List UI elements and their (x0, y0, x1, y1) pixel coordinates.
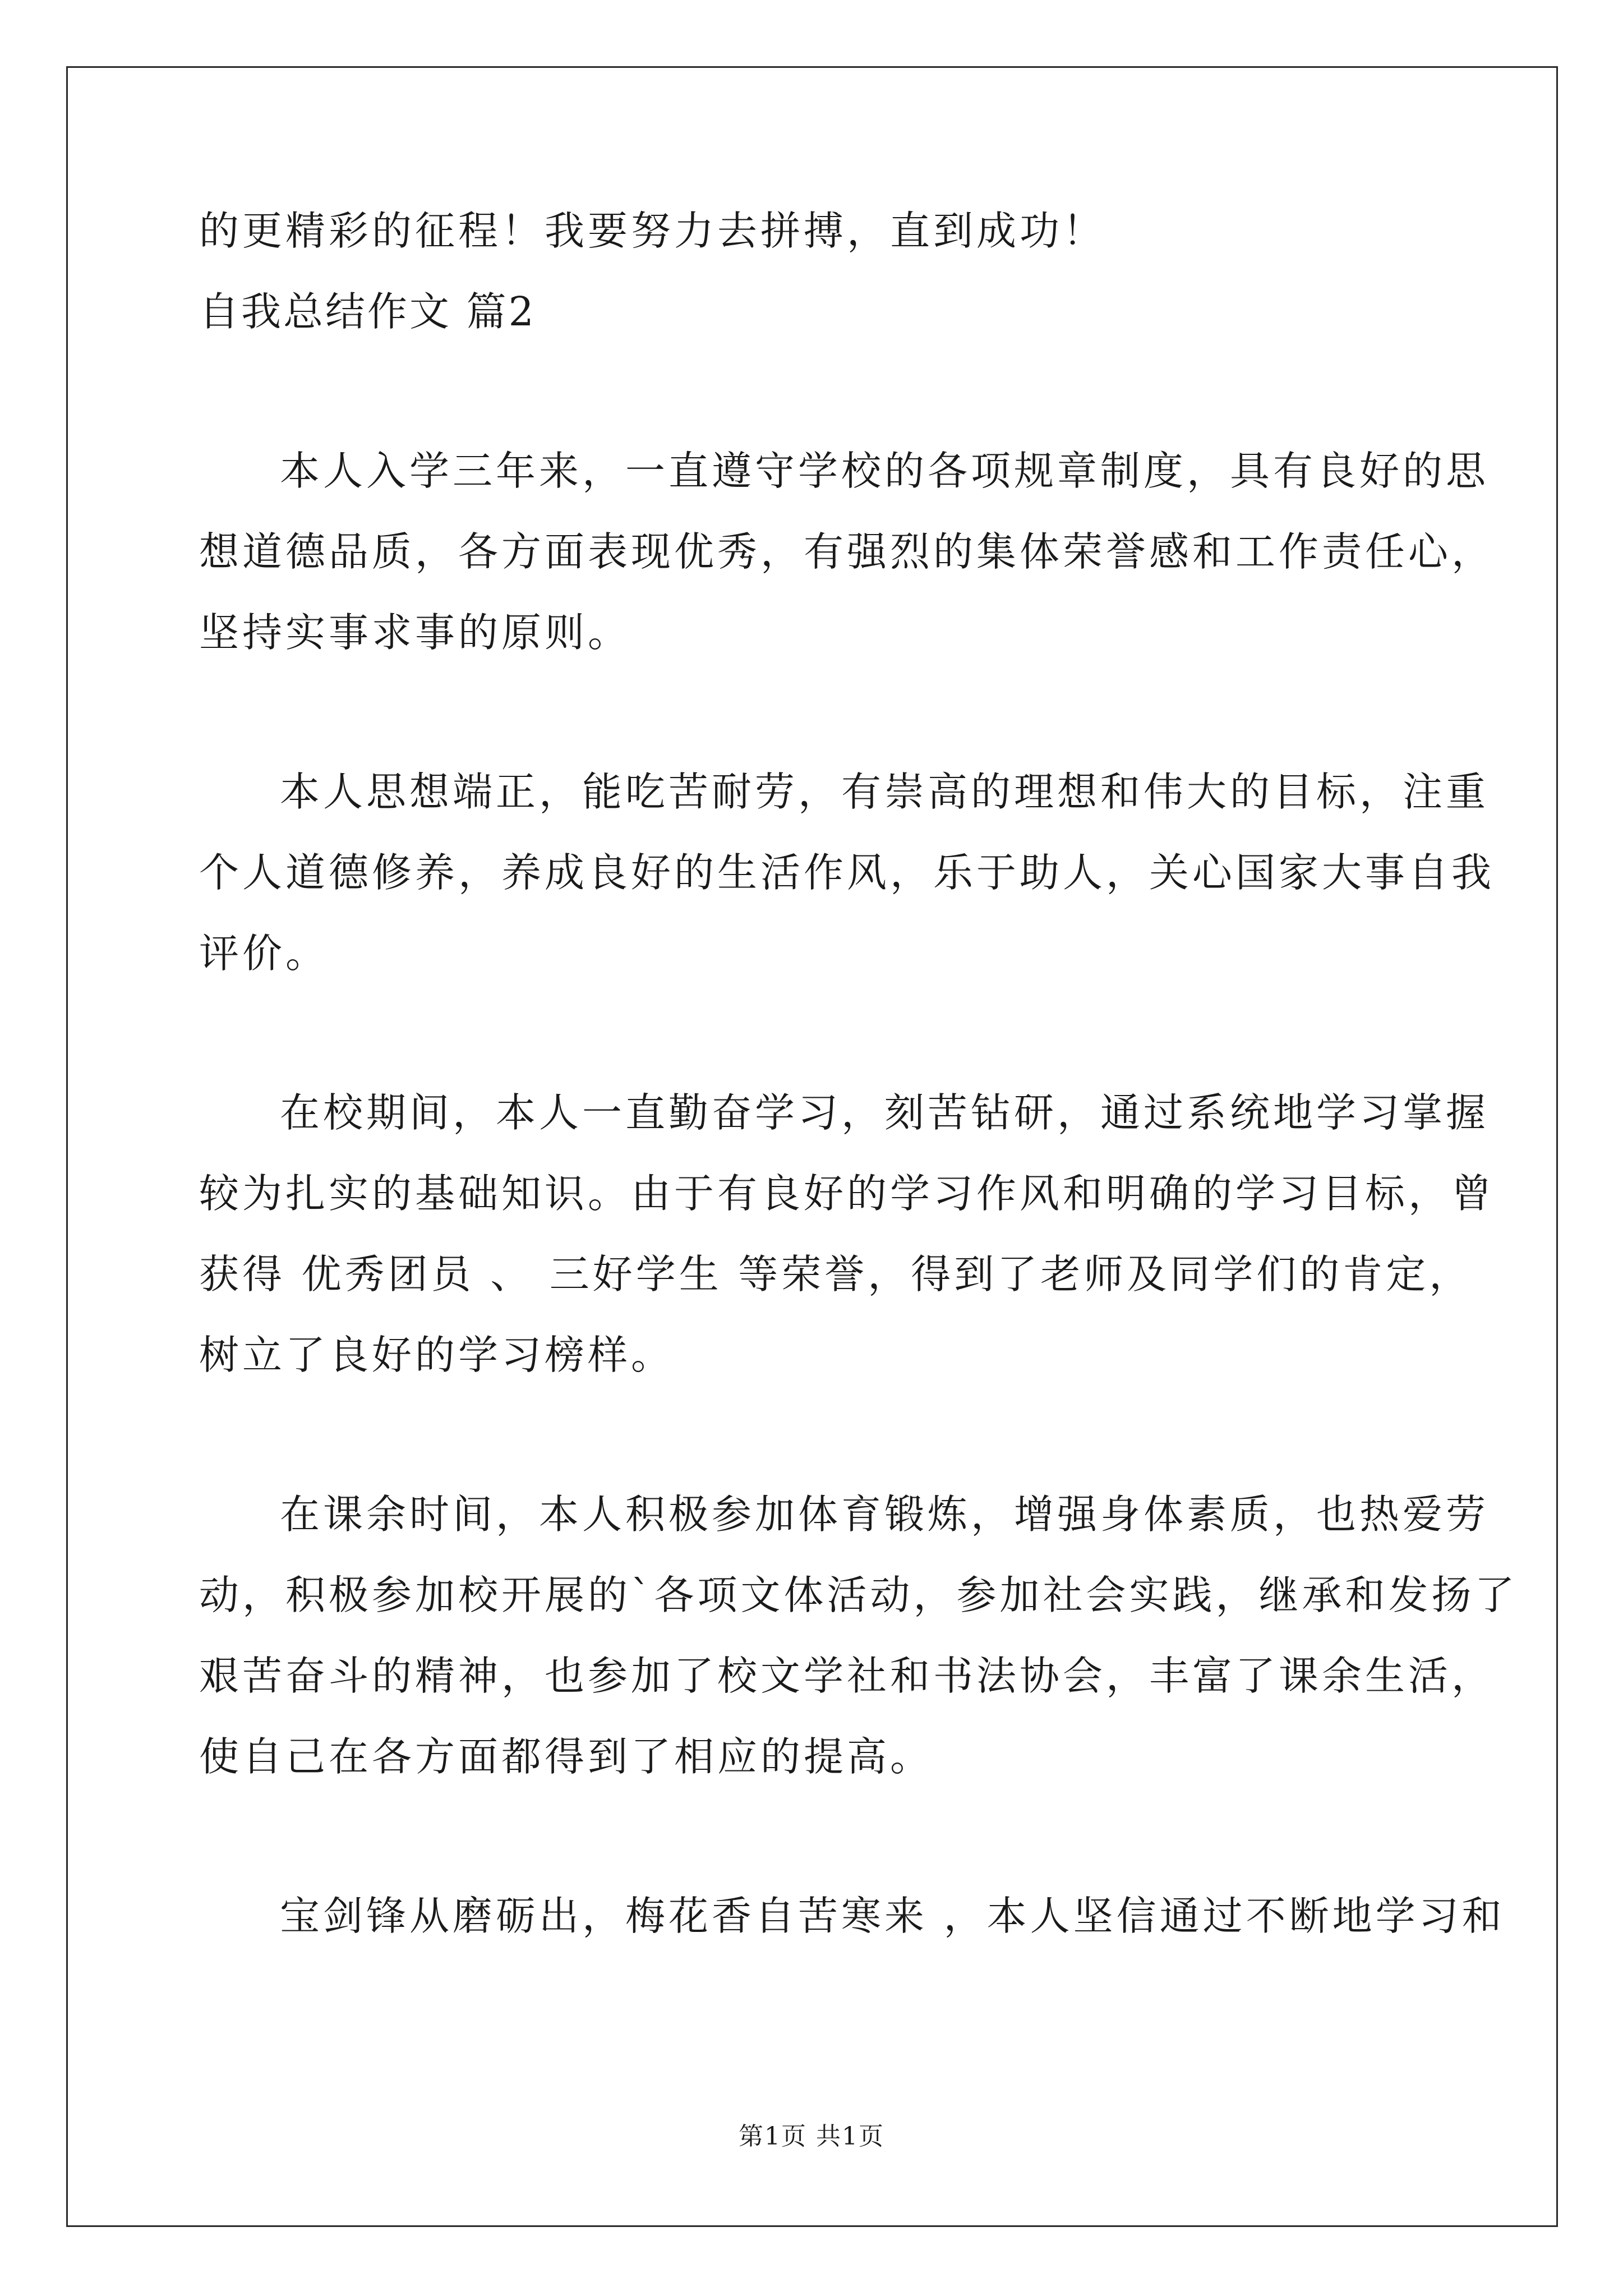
text-line: 坚持实事求事的原则。 (199, 609, 631, 656)
text-line: 较为扎实的基础知识。由于有良好的学习作风和明确的学习目标，曾 (199, 1170, 1495, 1217)
section-heading: 自我总结作文 篇2 (199, 288, 536, 335)
text-line: 使自己在各方面都得到了相应的提高。 (199, 1733, 934, 1780)
text-line: 本人思想端正，能吃苦耐劳，有崇高的理想和伟大的目标，注重 (280, 769, 1490, 815)
text-line: 个人道德修养，养成良好的生活作风，乐于助人，关心国家大事自我 (199, 849, 1495, 896)
text-line: 想道德品质，各方面表现优秀，有强烈的集体荣誉感和工作责任心， (199, 528, 1495, 575)
text-line: 的更精彩的征程！我要努力去拼搏，直到成功！ (199, 208, 1106, 254)
text-line: 评价。 (199, 930, 329, 977)
text-line: 获得 优秀团员 、 三好学生 等荣誉，得到了老师及同学们的肯定， (199, 1251, 1473, 1297)
text-line: 在校期间，本人一直勤奋学习，刻苦钻研，通过系统地学习掌握 (280, 1089, 1490, 1136)
text-line: 动，积极参加校开展的`各项文体活动，参加社会实践，继承和发扬了 (199, 1572, 1518, 1618)
text-line: 宝剑锋从磨砺出，梅花香自苦寒来 ，本人坚信通过不断地学习和 (280, 1893, 1505, 1939)
page-number: 第1页 共1页 (739, 2122, 884, 2151)
text-line: 树立了良好的学习榜样。 (199, 1332, 675, 1378)
text-line: 艰苦奋斗的精神，也参加了校文学社和书法协会，丰富了课余生活， (199, 1653, 1495, 1699)
document-body (199, 191, 1518, 1957)
text-line: 本人入学三年来，一直遵守学校的各项规章制度，具有良好的思 (280, 448, 1490, 494)
text-line: 在课余时间，本人积极参加体育锻炼，增强身体素质，也热爱劳 (280, 1491, 1490, 1538)
